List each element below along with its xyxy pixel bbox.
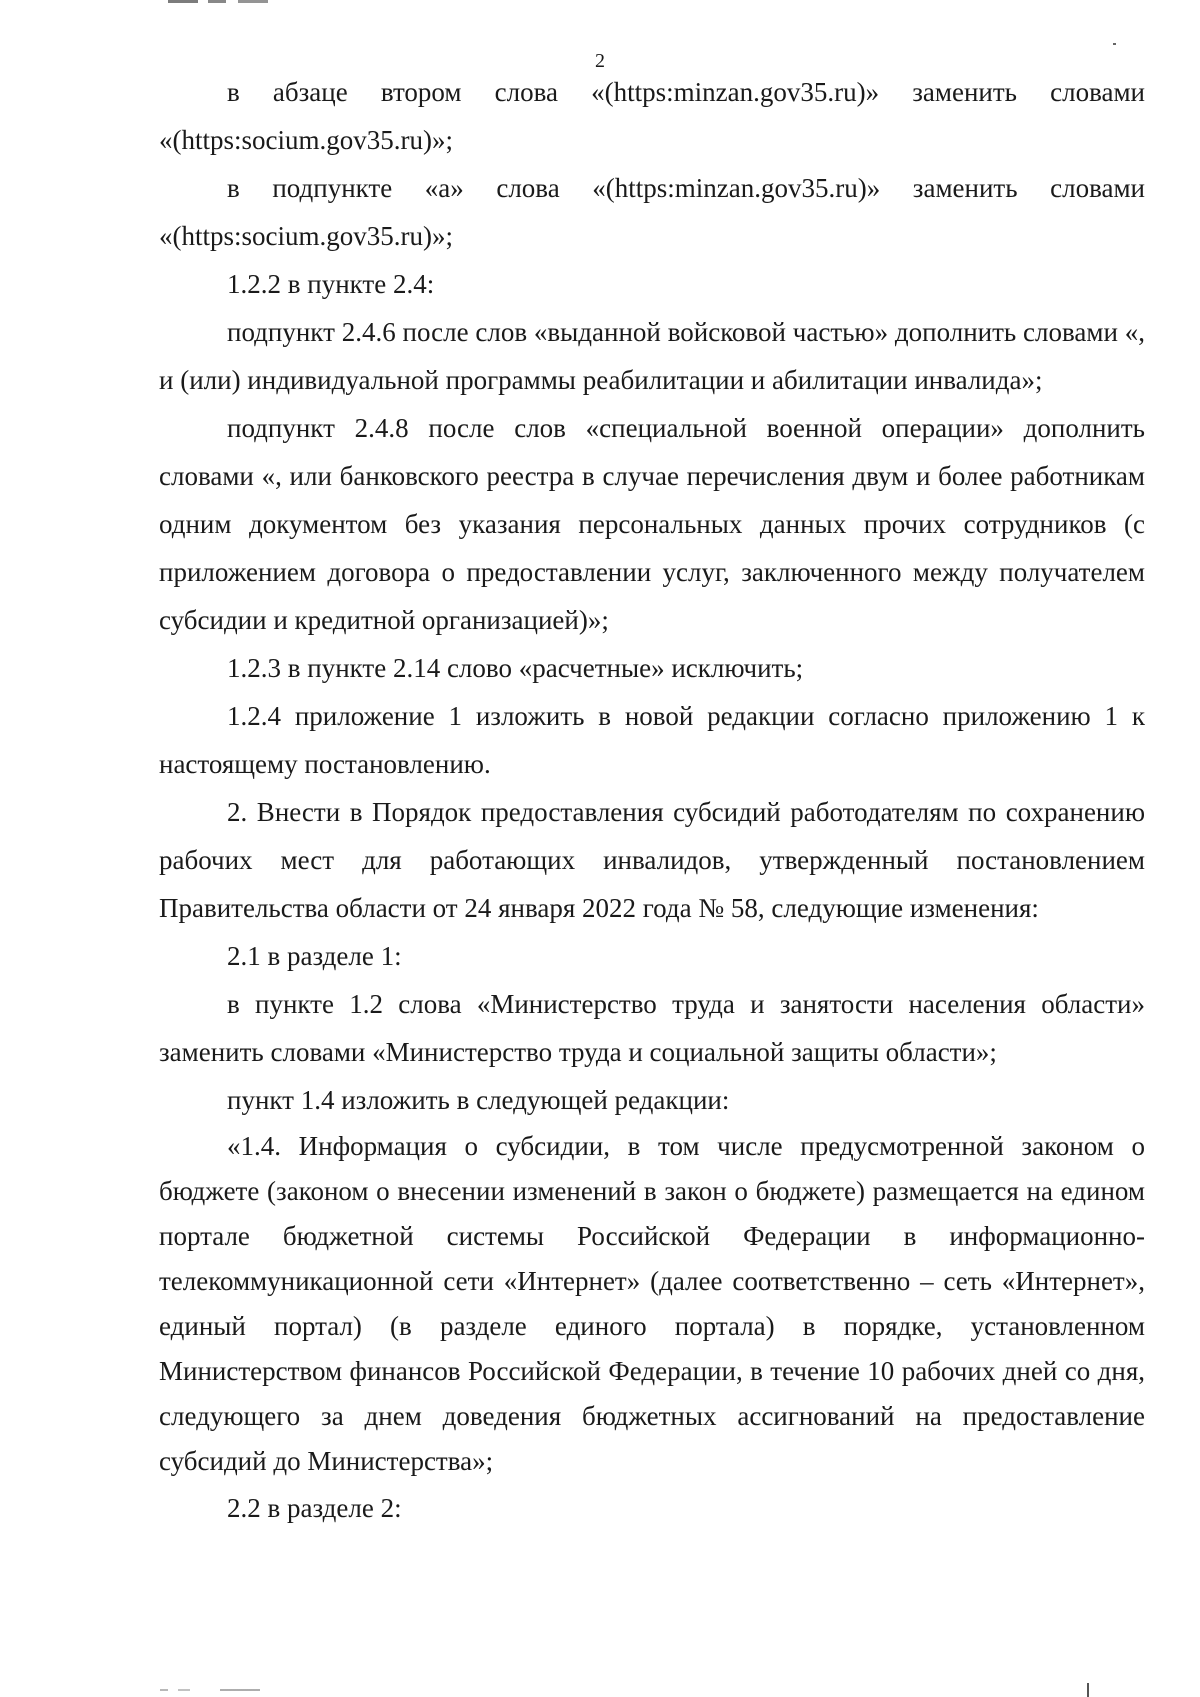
paragraph-12: «1.4. Информация о субсидии, в том числе предусмотренной законом о бюджете (законом о внесении изменений в закон о бюджете) размещается на едином портале бюджетной системы Российской Федерации в информационно-телекоммуникационной сети «Интернет» (далее соответственно – сеть «Интернет», единый портал) (в разделе единого портала) в порядке, установленном Министерством финансов Российской Федерации, в течение 10 рабочих дней со дня, следующего за днем доведения бюджетных ассигнований на предоставление субсидий до Министерства»; bbox=[159, 1131, 1145, 1476]
paragraph-2: в подпункте «а» слова «(https:minzan.gov35.ru)» заменить словами «(https:socium.gov35.ru)»; bbox=[159, 173, 1145, 251]
paragraph-6: 1.2.3 в пункте 2.14 слово «расчетные» исключить; bbox=[227, 653, 804, 683]
paragraph-11: пункт 1.4 изложить в следующей редакции: bbox=[227, 1085, 730, 1115]
paragraph-4: подпункт 2.4.6 после слов «выданной войсковой частью» дополнить словами «, и (или) индивидуальной программы реабилитации и абилитации инвалида»; bbox=[159, 317, 1145, 395]
scan-artifact-tick bbox=[1087, 1683, 1089, 1697]
paragraph-10: в пункте 1.2 слова «Министерство труда и занятости населения области» заменить словами «Министерство труда и социальной защиты области»; bbox=[159, 989, 1145, 1067]
paragraph-9: 2.1 в разделе 1: bbox=[227, 941, 402, 971]
document-body bbox=[159, 68, 1145, 1532]
scan-artifact-top bbox=[168, 0, 358, 3]
scan-artifact-bottom bbox=[160, 1689, 280, 1691]
paragraph-3: 1.2.2 в пункте 2.4: bbox=[227, 269, 435, 299]
paragraph-8: 2. Внести в Порядок предоставления субсидий работодателям по сохранению рабочих мест для работающих инвалидов, утвержденный постановлением Правительства области от 24 января 2022 года № 58, следующие изменения: bbox=[159, 797, 1145, 923]
page-number: 2 bbox=[595, 50, 605, 72]
paragraph-5: подпункт 2.4.8 после слов «специальной военной операции» дополнить словами «, или банковского реестра в случае перечисления двум и более работникам одним документом без указания персональных данных прочих сотрудников (с приложением договора о предоставлении услуг, заключенного между получателем субсидии и кредитной организацией)»; bbox=[159, 413, 1145, 635]
paragraph-13: 2.2 в разделе 2: bbox=[227, 1493, 402, 1523]
scan-artifact-dot bbox=[1113, 43, 1116, 45]
paragraph-1: в абзаце втором слова «(https:minzan.gov35.ru)» заменить словами «(https:socium.gov35.ru)»; bbox=[159, 77, 1145, 155]
paragraph-7: 1.2.4 приложение 1 изложить в новой редакции согласно приложению 1 к настоящему постановлению. bbox=[159, 701, 1145, 779]
